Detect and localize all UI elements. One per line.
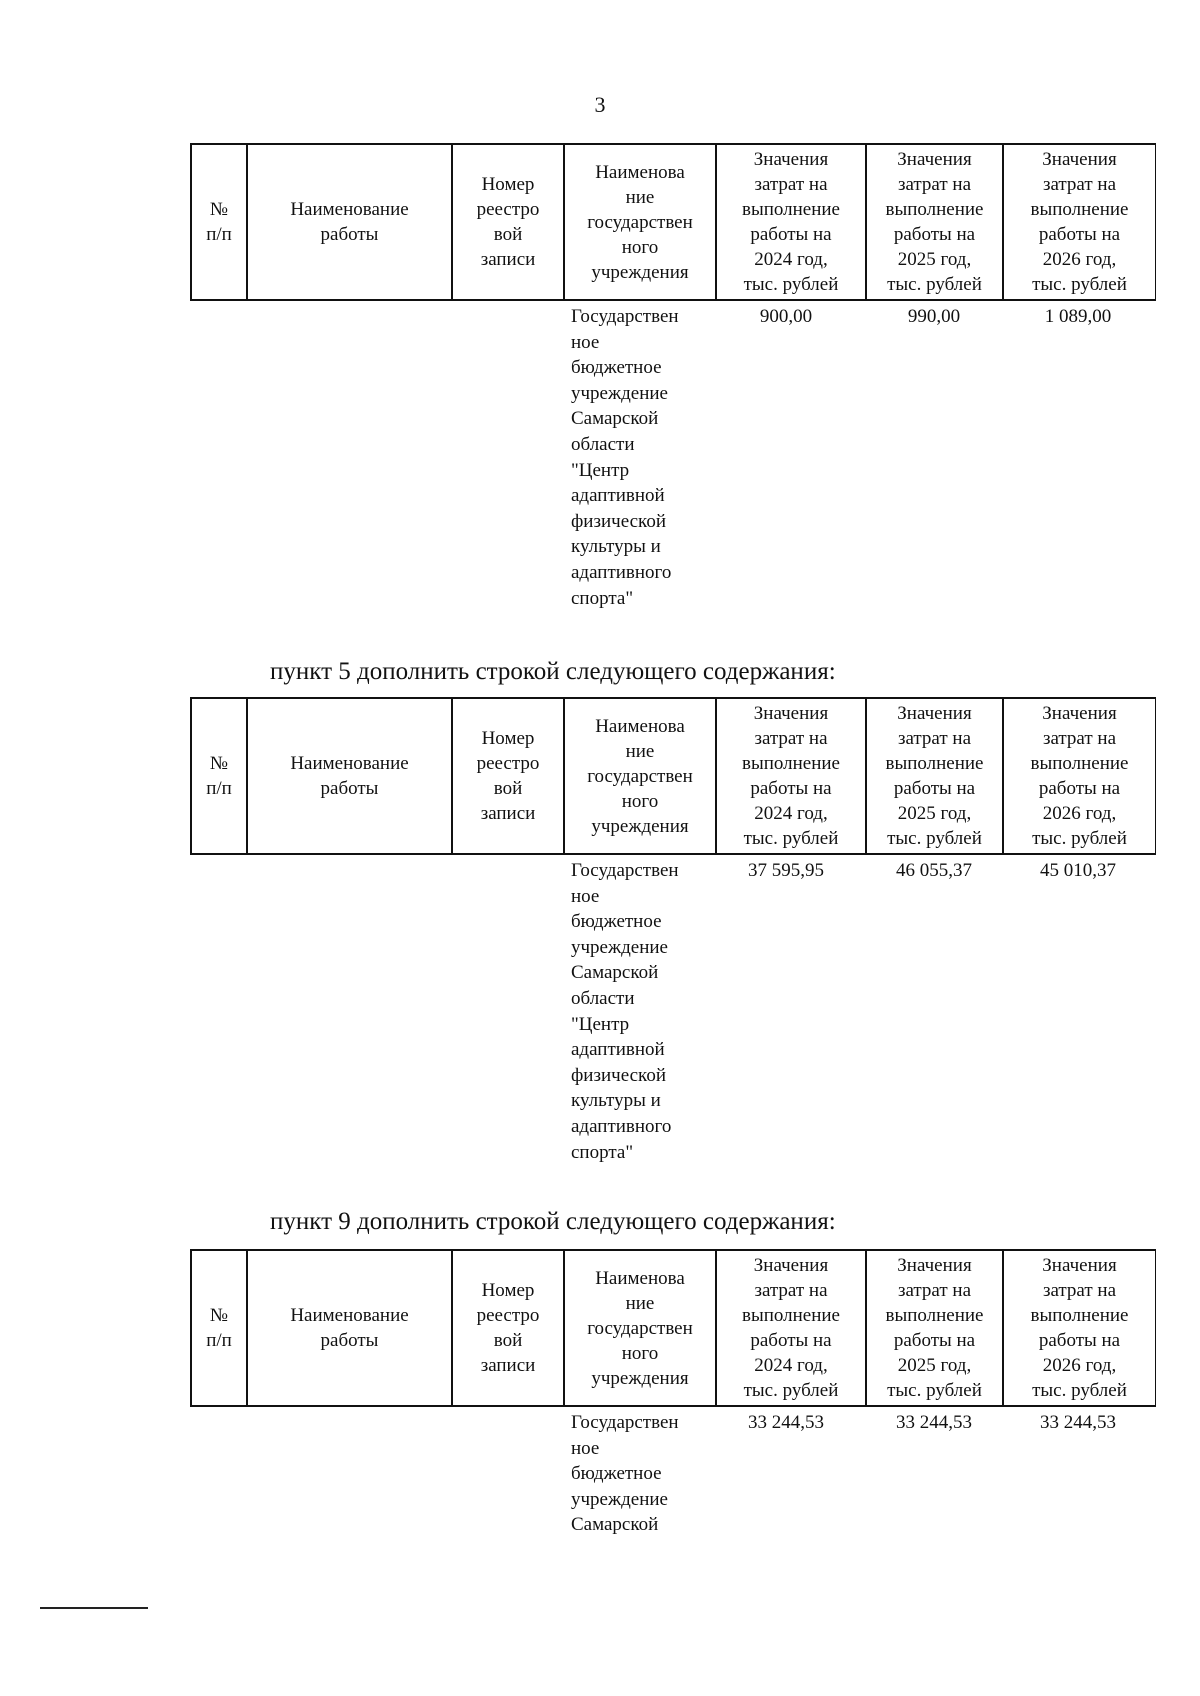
- header-number-cell: [192, 145, 248, 299]
- header-cost-2024: Значения затрат на выполнение работы на 2024 год, тыс. рублей: [741, 1255, 840, 1401]
- header-work-cell: [248, 145, 453, 299]
- page-number: 3: [594, 92, 606, 117]
- header-work-cell: [248, 1251, 453, 1405]
- header-2025-cell: [867, 145, 1004, 299]
- table-2-header: [190, 697, 1156, 855]
- header-cost-2024: Значения затрат на выполнение работы на 2024 год, тыс. рублей: [741, 703, 840, 849]
- table-2-value-2026: 45 010,37: [1040, 860, 1116, 881]
- header-2024-cell: [717, 145, 867, 299]
- header-registry-number: Номер реестро вой записи: [476, 174, 540, 270]
- header-work-name: Наименование работы: [290, 199, 409, 245]
- table-1-value-2025: 990,00: [907, 306, 961, 327]
- header-2024-cell: [717, 1251, 867, 1405]
- header-number: № п/п: [206, 1305, 232, 1351]
- header-2025-cell: [867, 699, 1004, 853]
- header-cost-2025: Значения затрат на выполнение работы на 2025 год, тыс. рублей: [885, 149, 984, 295]
- header-registry-number: Номер реестро вой записи: [476, 728, 540, 824]
- header-number-cell: [192, 1251, 248, 1405]
- header-number: № п/п: [206, 753, 232, 799]
- header-2026-cell: [1004, 699, 1156, 853]
- caption-item-9: пункт 9 дополнить строкой следующего содержания:: [270, 1208, 836, 1235]
- table-1-value-2024: 900,00: [759, 306, 813, 327]
- footer-rule: [40, 1607, 148, 1609]
- header-institution-cell: [565, 1251, 717, 1405]
- header-cost-2024: Значения затрат на выполнение работы на 2024 год, тыс. рублей: [741, 149, 840, 295]
- header-number-cell: [192, 699, 248, 853]
- header-2024-cell: [717, 699, 867, 853]
- header-registry-cell: [453, 145, 565, 299]
- header-institution-name: Наименова ние государствен ного учреждения: [587, 1267, 693, 1389]
- table-3-value-2025: 33 244,53: [896, 1412, 972, 1433]
- header-institution-cell: [565, 145, 717, 299]
- table-1-value-2026: 1 089,00: [1044, 306, 1112, 327]
- header-institution-cell: [565, 699, 717, 853]
- header-registry-cell: [453, 1251, 565, 1405]
- header-registry-cell: [453, 699, 565, 853]
- header-work-name: Наименование работы: [290, 753, 409, 799]
- table-3-header: [190, 1249, 1156, 1407]
- header-number: № п/п: [206, 199, 232, 245]
- header-2026-cell: [1004, 1251, 1156, 1405]
- header-cost-2026: Значения затрат на выполнение работы на 2026 год, тыс. рублей: [1030, 703, 1129, 849]
- table-3-value-2026: 33 244,53: [1040, 1412, 1116, 1433]
- header-work-cell: [248, 699, 453, 853]
- table-1-header: [190, 143, 1156, 301]
- header-cost-2026: Значения затрат на выполнение работы на 2026 год, тыс. рублей: [1030, 149, 1129, 295]
- caption-item-5: пункт 5 дополнить строкой следующего содержания:: [270, 658, 836, 685]
- header-institution-name: Наименова ние государствен ного учреждения: [587, 715, 693, 837]
- table-1-institution: Государствен ное бюджетное учреждение Самарской области "Центр адаптивной физической культуры и адаптивного спорта": [571, 306, 679, 609]
- table-2-value-2025: 46 055,37: [896, 860, 972, 881]
- table-3-institution: Государствен ное бюджетное учреждение Самарской: [571, 1412, 679, 1536]
- table-2-institution: Государствен ное бюджетное учреждение Самарской области "Центр адаптивной физической культуры и адаптивного спорта": [571, 860, 679, 1163]
- header-work-name: Наименование работы: [290, 1305, 409, 1351]
- table-2-value-2024: 37 595,95: [748, 860, 824, 881]
- header-institution-name: Наименова ние государствен ного учреждения: [587, 161, 693, 283]
- header-cost-2025: Значения затрат на выполнение работы на 2025 год, тыс. рублей: [885, 703, 984, 849]
- header-registry-number: Номер реестро вой записи: [476, 1280, 540, 1376]
- header-cost-2025: Значения затрат на выполнение работы на 2025 год, тыс. рублей: [885, 1255, 984, 1401]
- header-2026-cell: [1004, 145, 1156, 299]
- header-cost-2026: Значения затрат на выполнение работы на 2026 год, тыс. рублей: [1030, 1255, 1129, 1401]
- header-2025-cell: [867, 1251, 1004, 1405]
- table-3-value-2024: 33 244,53: [748, 1412, 824, 1433]
